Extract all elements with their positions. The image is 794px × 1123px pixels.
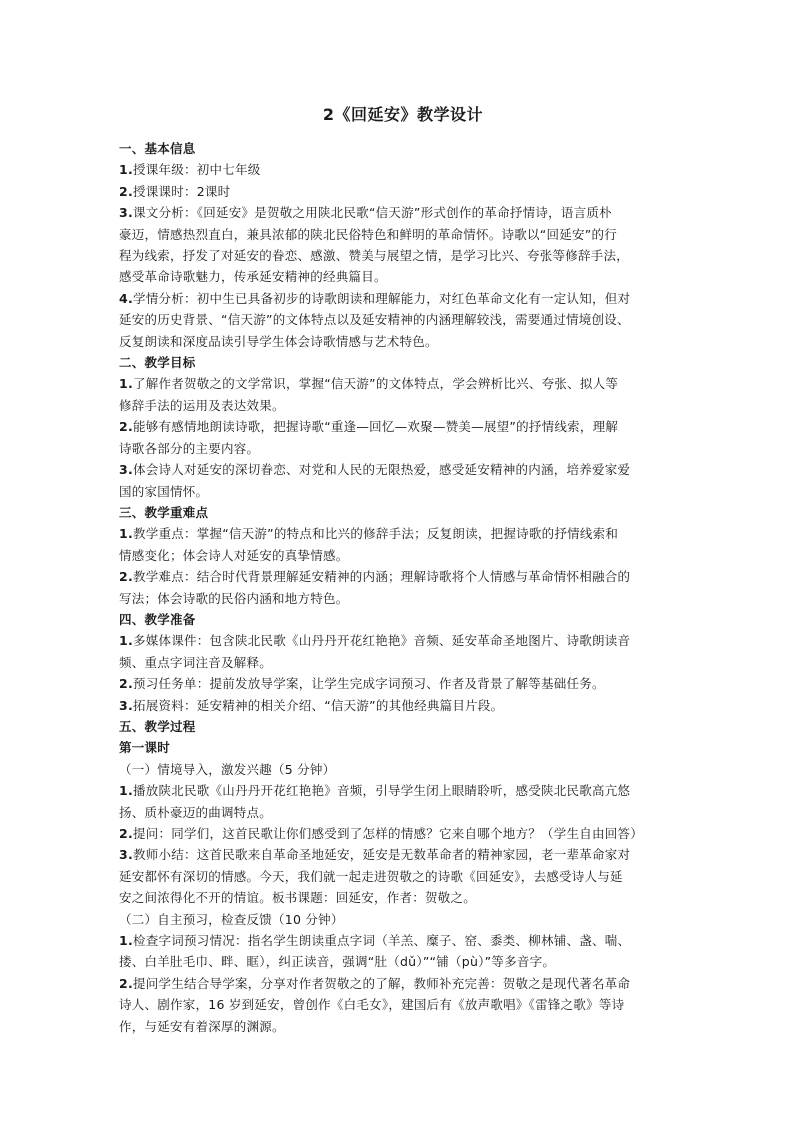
section-heading: 三、教学重难点 [119,504,209,520]
list-item-continuation: 作，与延安有着深厚的渊源。 [119,1018,285,1034]
section-heading: 二、教学目标 [119,355,196,371]
section-heading: 四、教学准备 [119,611,196,627]
list-item-continuation: 诗人、剧作家，16 岁到延安，曾创作《白毛女》，建国后有《放声歌唱》《雷锋之歌》等诗 [119,997,625,1013]
section-heading: 一、基本信息 [119,141,196,156]
list-item-continuation: 诗歌各部分的主要内容。 [119,440,260,456]
list-item: 2.预习任务单：提前发放导学案，让学生完成字词预习、作者及背景了解等基础任务。 [119,676,605,692]
list-item: 1.多媒体课件：包含陕北民歌《山丹丹开花红艳艳》音频、延安革命圣地图片、诗歌朗读音 [119,633,631,649]
list-item: 2.授课课时：2课时 [119,183,231,199]
list-item-continuation: 感受革命诗歌魅力，传承延安精神的经典篇目。 [119,269,387,285]
section-heading: 五、教学过程 [119,718,196,734]
list-item-continuation: 反复朗读和深度品读引导学生体会诗歌情感与艺术特色。 [119,333,438,349]
list-item-continuation: 写法；体会诗歌的民俗内涵和地方特色。 [119,590,349,606]
section-goals [119,352,687,502]
list-item: 1.授课年级：初中七年级 [119,162,261,178]
section-preparation [119,609,687,716]
list-item: 1.检查字词预习情况：指名学生朗读重点字词（羊羔、糜子、窑、黍类、柳林铺、盏、喘、 [119,933,631,949]
list-item: 3.课文分析：《回延安》是贺敬之用陕北民歌“信天游”形式创作的革命抒情诗，语言质朴 [119,205,612,221]
list-item-continuation: 豪迈，情感热烈直白，兼具浓郁的陕北民俗特色和鲜明的革命情怀。诗歌以“回延安”的行 [119,226,617,242]
list-item: 3.教师小结：这首民歌来自革命圣地延安，延安是无数革命者的精神家园，老一辈革命家对 [119,847,631,863]
list-item: 2.教学难点：结合时代背景理解延安精神的内涵；理解诗歌将个人情感与革命情怀相融合的 [119,569,631,585]
list-item-continuation: 频、重点字词注音及解释。 [119,654,273,670]
step-heading: （一）情境导入，激发兴趣（5 分钟） [119,761,336,777]
list-item-continuation: 搂、白羊肚毛巾、畔、眶），纠正读音，强调“肚（dǔ）”“铺（pù）”等多音字。 [119,954,556,970]
list-item-continuation: 延安的历史背景、“信天游”的文体特点以及延安精神的内涵理解较浅，需要通过情境创设、 [119,312,630,328]
document-title: 2《回延安》教学设计 [322,105,484,124]
section-process [119,716,687,1037]
document-page [119,104,687,1037]
list-item-continuation: 扬、质朴豪迈的曲调特点。 [119,804,273,820]
list-item-continuation: 修辞手法的运用及表达效果。 [119,397,285,413]
list-item: 3.拓展资料：延安精神的相关介绍、“信天游”的其他经典篇目片段。 [119,697,504,713]
list-item: 2.提问：同学们，这首民歌让你们感受到了怎样的情感？它来自哪个地方？（学生自由回答） [119,826,643,841]
list-item: 4.学情分析：初中生已具备初步的诗歌朗读和理解能力，对红色革命文化有一定认知，但对 [119,290,631,306]
section-key-points [119,502,687,609]
list-item-continuation: 延安都怀有深切的情感。今天，我们就一起走进贺敬之的诗歌《回延安》，去感受诗人与延 [119,868,623,884]
period-heading: 第一课时 [119,740,171,756]
list-item-continuation: 安之间浓得化不开的情谊。板书课题：回延安，作者：贺敬之。 [119,890,477,906]
list-item: 2.能够有感情地朗读诗歌，把握诗歌“重逢—回忆—欢聚—赞美—展望”的抒情线索，理解 [119,419,619,435]
list-item: 3.体会诗人对延安的深切眷恋、对党和人民的无限热爱，感受延安精神的内涵，培养爱家爱 [119,462,631,478]
step-heading: （二）自主预习，检查反馈（10 分钟） [119,911,344,927]
list-item: 1.了解作者贺敬之的文学常识，掌握“信天游”的文体特点，学会辨析比兴、夸张、拟人等 [119,376,619,392]
list-item: 1.教学重点：掌握“信天游”的特点和比兴的修辞手法；反复朗读，把握诗歌的抒情线索和 [119,526,619,542]
list-item-continuation: 程为线索，抒发了对延安的眷恋、感激、赞美与展望之情，是学习比兴、夸张等修辞手法， [119,248,630,264]
list-item: 2.提问学生结合导学案，分享对作者贺敬之的了解，教师补充完善：贺敬之是现代著名革命 [119,975,631,991]
section-basic-info [119,138,687,352]
list-item: 1.播放陕北民歌《山丹丹开花红艳艳》音频，引导学生闭上眼睛聆听，感受陕北民歌高亢悠 [119,783,631,799]
list-item-continuation: 国的家国情怀。 [119,483,209,499]
list-item-continuation: 情感变化；体会诗人对延安的真挚情感。 [119,547,349,563]
